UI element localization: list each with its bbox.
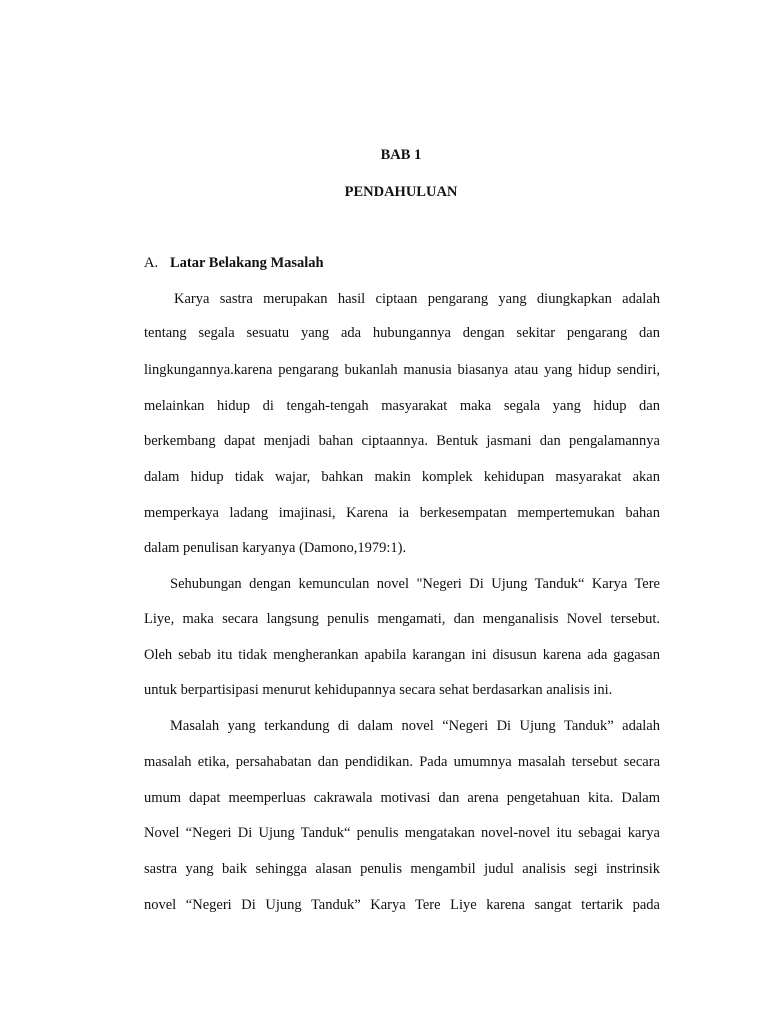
paragraph-line: melainkan hidup di tengah-tengah masyarakat maka segala yang hidup dan [144,398,660,414]
paragraph-line: Masalah yang terkandung di dalam novel “Negeri Di Ujung Tanduk” adalah [170,718,660,734]
paragraph-line: novel “Negeri Di Ujung Tanduk” Karya Tere Liye karena sangat tertarik pada [144,897,660,913]
paragraph-line: masalah etika, persahabatan dan pendidikan. Pada umumnya masalah tersebut secara [144,754,660,770]
paragraph-line: Oleh sebab itu tidak mengherankan apabila karangan ini disusun karena ada gagasan [144,647,660,663]
chapter-title: PENDAHULUAN [344,184,458,200]
paragraph-line: Karya sastra merupakan hasil ciptaan pengarang yang diungkapkan adalah [174,291,660,307]
paragraph-line: sastra yang baik sehingga alasan penulis mengambil judul analisis segi instrinsik [144,861,660,877]
paragraph-line: Novel “Negeri Di Ujung Tanduk“ penulis mengatakan novel-novel itu sebagai karya [144,825,660,841]
paragraph-line: dalam penulisan karyanya (Damono,1979:1). [144,540,407,556]
section-heading [144,255,324,272]
paragraph-line: berkembang dapat menjadi bahan ciptaannya. Bentuk jasmani dan pengalamannya [144,433,660,449]
paragraph-line: Sehubungan dengan kemunculan novel "Negeri Di Ujung Tanduk“ Karya Tere [170,576,660,592]
section-letter: A. [144,255,159,271]
paragraph-line: tentang segala sesuatu yang ada hubungannya dengan sekitar pengarang dan [144,325,660,341]
paragraph-line: memperkaya ladang imajinasi, Karena ia berkesempatan mempertemukan bahan [144,505,660,521]
paragraph-line: umum dapat meemperluas cakrawala motivasi dan arena pengetahuan kita. Dalam [144,790,660,806]
chapter-number: BAB 1 [380,147,422,163]
paragraph-line: untuk berpartisipasi menurut kehidupannya secara sehat berdasarkan analisis ini. [144,682,613,698]
paragraph-line: dalam hidup tidak wajar, bahkan makin komplek kehidupan masyarakat akan [144,469,660,485]
section-title: Latar Belakang Masalah [170,255,324,271]
paragraph-line: Liye, maka secara langsung penulis mengamati, dan menganalisis Novel tersebut. [144,611,660,627]
paragraph-line: lingkungannya.karena pengarang bukanlah manusia biasanya atau yang hidup sendiri, [144,362,660,378]
